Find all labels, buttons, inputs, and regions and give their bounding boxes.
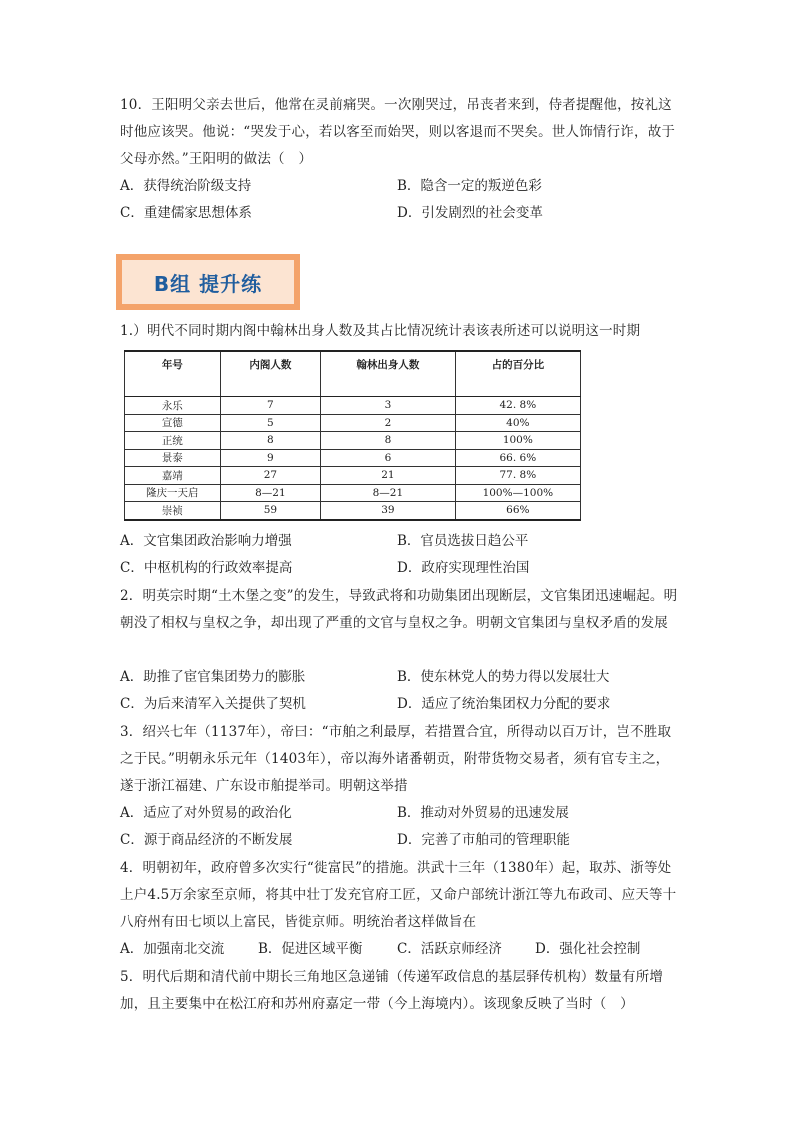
section-title: B组 提升练	[122, 260, 294, 304]
question-2-option-d[interactable]: D．适应了统治集团权力分配的要求	[397, 696, 611, 712]
question-10-option-c[interactable]: C．重建儒家思想体系	[120, 205, 252, 221]
table-cell: 嘉靖	[125, 467, 221, 485]
question-2-options-row-2	[120, 691, 680, 718]
section-banner	[116, 254, 300, 310]
question-3-options-row-1	[120, 800, 680, 827]
question-1-option-a[interactable]: A．文官集团政治影响力增强	[120, 533, 292, 549]
table-cell: 8	[321, 432, 456, 450]
table-cell: 77. 8%	[455, 467, 580, 485]
table-cell: 59	[220, 502, 321, 520]
table-cell: 景泰	[125, 449, 221, 467]
question-10-options-row-1	[120, 173, 680, 200]
question-4-option-d[interactable]: D．强化社会控制	[535, 941, 641, 957]
question-3-stem: 3．绍兴七年（1137年），帝曰：“市舶之利最厚，若措置合宜，所得动以百万计，岂不胜取之于民。”明朝永乐元年（1403年），帝以海外诸番朝贡，附带货物交易者，须有官专主之，遂于浙江福建、广东设市舶提举司。明朝这举措	[120, 724, 672, 794]
table-header-cell: 占的百分比	[455, 351, 580, 397]
question-2-option-c[interactable]: C．为后来清军入关提供了契机	[120, 696, 306, 712]
question-4-option-a[interactable]: A．加强南北交流	[120, 941, 225, 957]
table-header-cell: 翰林出身人数	[321, 351, 456, 397]
table-cell: 永乐	[125, 397, 221, 415]
question-1-option-b[interactable]: B．官员选拔日趋公平	[397, 533, 529, 549]
table-row	[125, 467, 581, 485]
table-cell: 42. 8%	[455, 397, 580, 415]
question-2-options-row-1	[120, 664, 680, 691]
question-3-option-c[interactable]: C．源于商品经济的不断发展	[120, 832, 293, 848]
question-10-option-d[interactable]: D．引发剧烈的社会变革	[397, 205, 543, 221]
table-cell: 8—21	[220, 484, 321, 502]
question-1-option-d[interactable]: D．政府实现理性治国	[397, 560, 530, 576]
question-3-option-b[interactable]: B．推动对外贸易的迅速发展	[397, 805, 569, 821]
table-cell: 100%—100%	[455, 484, 580, 502]
table-cell: 正统	[125, 432, 221, 450]
question-2-stem: 2．明英宗时期“土木堡之变”的发生，导致武将和功勋集团出现断层，文官集团迅速崛起。明朝没了相权与皇权之争，却出现了严重的文官与皇权之争。明朝文官集团与皇权矛盾的发展	[120, 588, 678, 631]
table-cell: 66%	[455, 502, 580, 520]
table-header-row	[125, 351, 581, 397]
table-cell: 66. 6%	[455, 449, 580, 467]
table-row	[125, 502, 581, 520]
table-row	[125, 432, 581, 450]
question-3-option-d[interactable]: D．完善了市舶司的管理职能	[397, 832, 570, 848]
table-row	[125, 397, 581, 415]
question-10-stem: 10．王阳明父亲去世后，他常在灵前痛哭。一次刚哭过，吊丧者来到，侍者提醒他，按礼这时他应该哭。他说：“哭发于心，若以客至而始哭，则以客退而不哭矣。世人饰情行诈，故于父母亦然。”王阳明的做法（ ）	[120, 97, 676, 167]
table-cell: 7	[220, 397, 321, 415]
table-cell: 2	[321, 414, 456, 432]
question-3-option-a[interactable]: A．适应了对外贸易的政治化	[120, 805, 292, 821]
table-cell: 隆庆一天启	[125, 484, 221, 502]
table-cell: 崇祯	[125, 502, 221, 520]
table-row	[125, 449, 581, 467]
question-3-options-row-2	[120, 827, 680, 854]
table-cell: 39	[321, 502, 456, 520]
question-2-option-a[interactable]: A．助推了宦官集团势力的膨胀	[120, 669, 306, 685]
table-row	[125, 414, 581, 432]
table-cell: 40%	[455, 414, 580, 432]
table-header-cell: 年号	[125, 351, 221, 397]
table-cell: 100%	[455, 432, 580, 450]
table-cell: 5	[220, 414, 321, 432]
question-1-options-row-1	[120, 528, 680, 555]
question-4-options-row	[120, 936, 680, 963]
question-1-options-row-2	[120, 555, 680, 582]
table-cell: 宣德	[125, 414, 221, 432]
question-5-stem: 5．明代后期和清代前中期长三角地区急递铺（传递军政信息的基层驿传机构）数量有所增加，且主要集中在松江府和苏州府嘉定一带（今上海境内）。该现象反映了当时（ ）	[120, 969, 664, 1012]
question-2-option-b[interactable]: B．使东林党人的势力得以发展壮大	[397, 669, 610, 685]
table-cell: 21	[321, 467, 456, 485]
question-1-option-c[interactable]: C．中枢机构的行政效率提高	[120, 560, 293, 576]
table-cell: 8	[220, 432, 321, 450]
table-cell: 6	[321, 449, 456, 467]
question-4-option-c[interactable]: C．活跃京师经济	[397, 941, 502, 957]
table-cell: 27	[220, 467, 321, 485]
table-row	[125, 484, 581, 502]
table-cell: 8—21	[321, 484, 456, 502]
statistics-table	[124, 350, 581, 521]
table-cell: 3	[321, 397, 456, 415]
question-10-options-row-2	[120, 200, 680, 227]
question-4-option-b[interactable]: B．促进区域平衡	[258, 941, 363, 957]
question-4-stem: 4．明朝初年，政府曾多次实行“徙富民”的措施。洪武十三年（1380年）起，取苏、浙等处上户4.5万余家至京师，将其中壮丁发充官府工匠，又命户部统计浙江等九布政司、应天等十八府州有田七顷以上富民，皆徙京师。明统治者这样做旨在	[120, 860, 677, 930]
table-cell: 9	[220, 449, 321, 467]
question-1-stem: 1.）明代不同时期内阁中翰林出身人数及其占比情况统计表该表所述可以说明这一时期	[120, 323, 641, 339]
table-header-cell: 内阁人数	[220, 351, 321, 397]
question-10-option-b[interactable]: B．隐含一定的叛逆色彩	[397, 178, 542, 194]
question-10-option-a[interactable]: A．获得统治阶级支持	[120, 178, 252, 194]
